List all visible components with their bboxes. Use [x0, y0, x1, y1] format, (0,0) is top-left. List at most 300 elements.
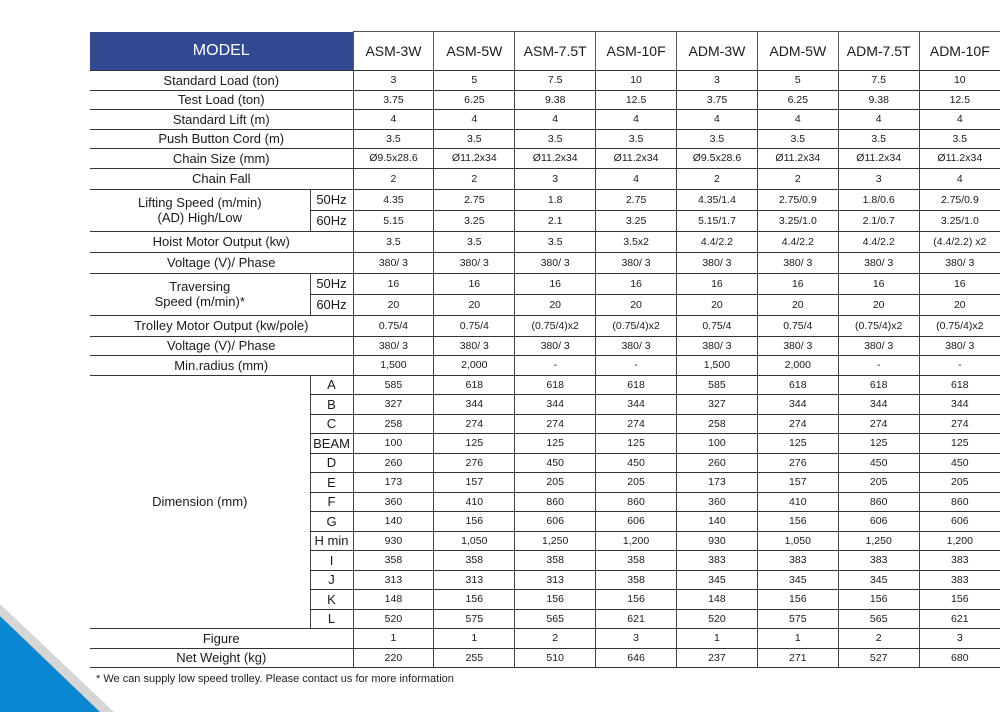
dimension-key: C	[310, 414, 353, 434]
standard-lift-value: 4	[596, 110, 677, 130]
dimension-value: 344	[919, 395, 1000, 415]
dimension-value: 606	[515, 512, 596, 532]
dimension-value: 358	[596, 551, 677, 571]
dimension-value: 618	[838, 375, 919, 395]
dimension-value: 344	[434, 395, 515, 415]
lifting-speed-hz50-value: 2.75	[434, 189, 515, 210]
dimension-value: 157	[434, 473, 515, 493]
dimension-value: 1,200	[919, 531, 1000, 551]
traversing-speed-hz50-value: 16	[838, 273, 919, 294]
dimension-value: 125	[919, 434, 1000, 454]
model-header: MODEL	[90, 32, 353, 71]
lifting-speed-label-line1: Lifting Speed (m/min)	[137, 195, 262, 210]
net-weight-value: 646	[596, 648, 677, 668]
standard-lift-value: 4	[434, 110, 515, 130]
dimension-value: 205	[515, 473, 596, 493]
net-weight-value: 680	[919, 648, 1000, 668]
standard-load-value: 5	[434, 71, 515, 91]
figure-value: 1	[757, 629, 838, 649]
dimension-value: 606	[596, 512, 677, 532]
min-radius-value: -	[919, 356, 1000, 376]
lifting-speed-label-line2: (AD) High/Low	[157, 210, 243, 225]
dimension-value: 383	[757, 551, 838, 571]
trolley-voltage-value: 380/ 3	[515, 336, 596, 356]
hoist-motor-output-value: 3.5	[515, 231, 596, 252]
traversing-speed-hz50-value: 16	[515, 273, 596, 294]
dimension-key: F	[310, 492, 353, 512]
lifting-speed-hz60-value: 3.25/1.0	[757, 210, 838, 231]
min-radius-value: 1,500	[353, 356, 434, 376]
figure-row	[90, 629, 1000, 649]
dimension-value: 125	[838, 434, 919, 454]
dimension-value: 313	[434, 570, 515, 590]
standard-load-value: 3	[677, 71, 758, 91]
chain-size-value: Ø11.2x34	[434, 149, 515, 169]
chain-fall-row	[90, 168, 1000, 189]
dimension-value: 345	[838, 570, 919, 590]
standard-load-value: 7.5	[838, 71, 919, 91]
push-button-cord-value: 3.5	[596, 129, 677, 149]
dimension-value: 860	[838, 492, 919, 512]
traversing-speed-label	[90, 273, 310, 315]
lifting-speed-hz50-value: 1.8/0.6	[838, 189, 919, 210]
test-load-value: 3.75	[353, 90, 434, 110]
net-weight-row	[90, 648, 1000, 668]
dimension-value: 1,050	[434, 531, 515, 551]
lifting-speed-hz50-value: 2.75/0.9	[757, 189, 838, 210]
dimension-value: 860	[919, 492, 1000, 512]
dimension-value: 618	[757, 375, 838, 395]
dimension-value: 274	[919, 414, 1000, 434]
hoist-motor-output-value: 4.4/2.2	[838, 231, 919, 252]
dimension-value: 575	[757, 609, 838, 629]
dimension-value: 618	[515, 375, 596, 395]
standard-lift-value: 4	[919, 110, 1000, 130]
dimension-value: 410	[757, 492, 838, 512]
dimension-value: 358	[434, 551, 515, 571]
standard-lift-value: 4	[515, 110, 596, 130]
lifting-speed-hz50-value: 2.75	[596, 189, 677, 210]
chain-fall-value: 2	[434, 168, 515, 189]
traversing-speed-hz50-value: 16	[353, 273, 434, 294]
dimension-label: Dimension (mm)	[90, 375, 310, 629]
test-load-row	[90, 90, 1000, 110]
dimension-key: A	[310, 375, 353, 395]
standard-lift-row	[90, 110, 1000, 130]
trolley-voltage-label: Voltage (V)/ Phase	[90, 336, 353, 356]
model-column-header: ASM-3W	[353, 32, 434, 71]
dimension-value: 125	[434, 434, 515, 454]
dimension-value: 621	[596, 609, 677, 629]
dimension-value: 1,050	[757, 531, 838, 551]
test-load-value: 6.25	[434, 90, 515, 110]
push-button-cord-row	[90, 129, 1000, 149]
dimension-value: 930	[353, 531, 434, 551]
frequency-label: 50Hz	[310, 273, 353, 294]
hoist-voltage-value: 380/ 3	[353, 252, 434, 273]
standard-load-label: Standard Load (ton)	[90, 71, 353, 91]
chain-fall-value: 4	[596, 168, 677, 189]
figure-value: 3	[919, 629, 1000, 649]
trolley-voltage-value: 380/ 3	[596, 336, 677, 356]
traversing-speed-hz50-value: 16	[919, 273, 1000, 294]
standard-lift-value: 4	[757, 110, 838, 130]
traversing-speed-hz50-value: 16	[757, 273, 838, 294]
traversing-speed-hz50-value: 16	[677, 273, 758, 294]
dimension-key: L	[310, 609, 353, 629]
lifting-speed-hz60-value: 5.15	[353, 210, 434, 231]
net-weight-value: 220	[353, 648, 434, 668]
net-weight-value: 527	[838, 648, 919, 668]
trolley-voltage-value: 380/ 3	[353, 336, 434, 356]
hoist-motor-output-value: 3.5	[434, 231, 515, 252]
trolley-motor-output-value: (0.75/4)x2	[596, 315, 677, 336]
footnote: * We can supply low speed trolley. Please contact us for more information	[96, 673, 454, 685]
hoist-motor-output-value: (4.4/2.2) x2	[919, 231, 1000, 252]
dimension-value: 1,250	[838, 531, 919, 551]
net-weight-value: 510	[515, 648, 596, 668]
dimension-value: 274	[434, 414, 515, 434]
push-button-cord-value: 3.5	[838, 129, 919, 149]
dimension-value: 125	[515, 434, 596, 454]
chain-size-value: Ø11.2x34	[596, 149, 677, 169]
frequency-label: 60Hz	[310, 210, 353, 231]
net-weight-value: 237	[677, 648, 758, 668]
dimension-value: 258	[353, 414, 434, 434]
lifting-speed-hz60-value: 3.25	[434, 210, 515, 231]
dimension-value: 450	[596, 453, 677, 473]
chain-fall-value: 2	[677, 168, 758, 189]
push-button-cord-value: 3.5	[677, 129, 758, 149]
hoist-voltage-value: 380/ 3	[515, 252, 596, 273]
dimension-value: 383	[919, 570, 1000, 590]
traversing-speed-hz60-value: 20	[515, 294, 596, 315]
standard-load-value: 3	[353, 71, 434, 91]
traversing-speed-hz50-row	[90, 273, 1000, 294]
model-column-header: ADM-3W	[677, 32, 758, 71]
dimension-value: 618	[434, 375, 515, 395]
dimension-value: 344	[515, 395, 596, 415]
dimension-value: 860	[515, 492, 596, 512]
dimension-value: 1,250	[515, 531, 596, 551]
hoist-voltage-value: 380/ 3	[434, 252, 515, 273]
trolley-motor-output-value: (0.75/4)x2	[838, 315, 919, 336]
min-radius-value: 1,500	[677, 356, 758, 376]
traversing-speed-hz60-value: 20	[596, 294, 677, 315]
min-radius-label: Min.radius (mm)	[90, 356, 353, 376]
traversing-speed-hz60-value: 20	[757, 294, 838, 315]
traversing-speed-hz60-value: 20	[677, 294, 758, 315]
dimension-value: 1,200	[596, 531, 677, 551]
model-column-header: ASM-5W	[434, 32, 515, 71]
hoist-motor-output-value: 3.5	[353, 231, 434, 252]
standard-load-value: 10	[919, 71, 1000, 91]
trolley-voltage-row	[90, 336, 1000, 356]
push-button-cord-value: 3.5	[515, 129, 596, 149]
dimension-value: 327	[677, 395, 758, 415]
dimension-value: 360	[353, 492, 434, 512]
model-column-header: ASM-7.5T	[515, 32, 596, 71]
chain-size-value: Ø9.5x28.6	[353, 149, 434, 169]
standard-lift-label: Standard Lift (m)	[90, 110, 353, 130]
model-column-header: ADM-5W	[757, 32, 838, 71]
traversing-speed-hz60-value: 20	[434, 294, 515, 315]
dimension-value: 276	[434, 453, 515, 473]
dimension-value: 156	[757, 590, 838, 610]
dimension-value: 205	[838, 473, 919, 493]
push-button-cord-value: 3.5	[919, 129, 1000, 149]
standard-load-value: 7.5	[515, 71, 596, 91]
dimension-value: 156	[515, 590, 596, 610]
traversing-speed-hz60-value: 20	[838, 294, 919, 315]
dimension-value: 520	[353, 609, 434, 629]
dimension-value: 148	[677, 590, 758, 610]
trolley-voltage-value: 380/ 3	[838, 336, 919, 356]
hoist-voltage-label: Voltage (V)/ Phase	[90, 252, 353, 273]
test-load-value: 9.38	[838, 90, 919, 110]
net-weight-label: Net Weight (kg)	[90, 648, 353, 668]
model-column-header: ADM-10F	[919, 32, 1000, 71]
lifting-speed-hz60-value: 3.25/1.0	[919, 210, 1000, 231]
push-button-cord-value: 3.5	[353, 129, 434, 149]
dimension-value: 450	[515, 453, 596, 473]
dimension-value: 148	[353, 590, 434, 610]
dimension-value: 585	[353, 375, 434, 395]
dimension-value: 100	[353, 434, 434, 454]
dimension-value: 173	[677, 473, 758, 493]
chain-size-row	[90, 149, 1000, 169]
dimension-value: 156	[838, 590, 919, 610]
dimension-value: 860	[596, 492, 677, 512]
lifting-speed-label	[90, 189, 310, 231]
push-button-cord-label: Push Button Cord (m)	[90, 129, 353, 149]
dimension-value: 274	[515, 414, 596, 434]
standard-lift-value: 4	[353, 110, 434, 130]
standard-load-row	[90, 71, 1000, 91]
spec-table	[90, 31, 1000, 668]
standard-load-value: 5	[757, 71, 838, 91]
dimension-key: D	[310, 453, 353, 473]
chain-size-value: Ø11.2x34	[515, 149, 596, 169]
traversing-speed-hz60-value: 20	[919, 294, 1000, 315]
lifting-speed-hz50-value: 2.75/0.9	[919, 189, 1000, 210]
lifting-speed-hz60-value: 3.25	[596, 210, 677, 231]
header-row	[90, 32, 1000, 71]
hoist-voltage-value: 380/ 3	[677, 252, 758, 273]
dimension-value: 260	[353, 453, 434, 473]
dimension-value: 450	[838, 453, 919, 473]
hoist-voltage-value: 380/ 3	[757, 252, 838, 273]
test-load-value: 12.5	[596, 90, 677, 110]
dimension-value: 565	[838, 609, 919, 629]
dimension-key: E	[310, 473, 353, 493]
push-button-cord-value: 3.5	[434, 129, 515, 149]
traversing-speed-label-line2: Speed (m/min)*	[154, 294, 245, 309]
hoist-motor-output-value: 3.5x2	[596, 231, 677, 252]
chain-size-value: Ø9.5x28.6	[677, 149, 758, 169]
dimension-value: 930	[677, 531, 758, 551]
frequency-label: 60Hz	[310, 294, 353, 315]
dimension-value: 260	[677, 453, 758, 473]
chain-fall-label: Chain Fall	[90, 168, 353, 189]
dimension-value: 383	[919, 551, 1000, 571]
dimension-value: 274	[757, 414, 838, 434]
hoist-motor-output-row	[90, 231, 1000, 252]
min-radius-row	[90, 356, 1000, 376]
chain-fall-value: 2	[353, 168, 434, 189]
hoist-motor-output-value: 4.4/2.2	[677, 231, 758, 252]
test-load-value: 9.38	[515, 90, 596, 110]
chain-fall-value: 3	[838, 168, 919, 189]
test-load-label: Test Load (ton)	[90, 90, 353, 110]
test-load-value: 3.75	[677, 90, 758, 110]
min-radius-value: -	[838, 356, 919, 376]
traversing-speed-hz60-value: 20	[353, 294, 434, 315]
lifting-speed-hz50-value: 4.35	[353, 189, 434, 210]
trolley-motor-output-value: (0.75/4)x2	[919, 315, 1000, 336]
min-radius-value: -	[596, 356, 677, 376]
lifting-speed-hz60-value: 2.1/0.7	[838, 210, 919, 231]
dimension-row	[90, 375, 1000, 395]
test-load-value: 12.5	[919, 90, 1000, 110]
dimension-value: 258	[677, 414, 758, 434]
dimension-value: 565	[515, 609, 596, 629]
dimension-key: K	[310, 590, 353, 610]
trolley-voltage-value: 380/ 3	[677, 336, 758, 356]
dimension-value: 344	[838, 395, 919, 415]
figure-label: Figure	[90, 629, 353, 649]
dimension-value: 313	[515, 570, 596, 590]
dimension-value: 125	[596, 434, 677, 454]
dimension-value: 173	[353, 473, 434, 493]
standard-load-value: 10	[596, 71, 677, 91]
dimension-value: 621	[919, 609, 1000, 629]
dimension-value: 575	[434, 609, 515, 629]
dimension-value: 156	[757, 512, 838, 532]
dimension-value: 276	[757, 453, 838, 473]
trolley-motor-output-value: 0.75/4	[434, 315, 515, 336]
figure-value: 1	[434, 629, 515, 649]
dimension-value: 125	[757, 434, 838, 454]
figure-value: 3	[596, 629, 677, 649]
trolley-motor-output-label: Trolley Motor Output (kw/pole)	[90, 315, 353, 336]
dimension-key: H min	[310, 531, 353, 551]
trolley-motor-output-value: 0.75/4	[353, 315, 434, 336]
min-radius-value: 2,000	[434, 356, 515, 376]
hoist-motor-output-value: 4.4/2.2	[757, 231, 838, 252]
lifting-speed-hz60-value: 5.15/1.7	[677, 210, 758, 231]
chain-fall-value: 3	[515, 168, 596, 189]
trolley-motor-output-row	[90, 315, 1000, 336]
net-weight-value: 255	[434, 648, 515, 668]
dimension-value: 156	[434, 512, 515, 532]
dimension-value: 618	[919, 375, 1000, 395]
hoist-voltage-value: 380/ 3	[838, 252, 919, 273]
dimension-value: 157	[757, 473, 838, 493]
test-load-value: 6.25	[757, 90, 838, 110]
model-column-header: ADM-7.5T	[838, 32, 919, 71]
dimension-value: 156	[434, 590, 515, 610]
dimension-value: 358	[353, 551, 434, 571]
figure-value: 1	[677, 629, 758, 649]
dimension-value: 327	[353, 395, 434, 415]
frequency-label: 50Hz	[310, 189, 353, 210]
chain-size-value: Ø11.2x34	[838, 149, 919, 169]
dimension-value: 344	[596, 395, 677, 415]
dimension-value: 274	[596, 414, 677, 434]
dimension-value: 410	[434, 492, 515, 512]
figure-value: 2	[515, 629, 596, 649]
push-button-cord-value: 3.5	[757, 129, 838, 149]
chain-size-label: Chain Size (mm)	[90, 149, 353, 169]
dimension-value: 345	[677, 570, 758, 590]
dimension-value: 140	[677, 512, 758, 532]
dimension-value: 618	[596, 375, 677, 395]
figure-value: 1	[353, 629, 434, 649]
dimension-value: 360	[677, 492, 758, 512]
dimension-value: 140	[353, 512, 434, 532]
chain-fall-value: 2	[757, 168, 838, 189]
hoist-voltage-value: 380/ 3	[919, 252, 1000, 273]
trolley-motor-output-value: 0.75/4	[677, 315, 758, 336]
trolley-motor-output-value: 0.75/4	[757, 315, 838, 336]
lifting-speed-hz50-row	[90, 189, 1000, 210]
dimension-key: B	[310, 395, 353, 415]
chain-size-value: Ø11.2x34	[919, 149, 1000, 169]
min-radius-value: -	[515, 356, 596, 376]
model-column-header: ASM-10F	[596, 32, 677, 71]
dimension-key: I	[310, 551, 353, 571]
lifting-speed-hz60-value: 2.1	[515, 210, 596, 231]
figure-value: 2	[838, 629, 919, 649]
dimension-value: 345	[757, 570, 838, 590]
trolley-motor-output-value: (0.75/4)x2	[515, 315, 596, 336]
dimension-value: 156	[596, 590, 677, 610]
dimension-value: 100	[677, 434, 758, 454]
traversing-speed-hz50-value: 16	[434, 273, 515, 294]
dimension-value: 205	[596, 473, 677, 493]
dimension-value: 383	[838, 551, 919, 571]
lifting-speed-hz50-value: 4.35/1.4	[677, 189, 758, 210]
chain-size-value: Ø11.2x34	[757, 149, 838, 169]
chain-fall-value: 4	[919, 168, 1000, 189]
dimension-value: 450	[919, 453, 1000, 473]
dimension-value: 274	[838, 414, 919, 434]
dimension-value: 383	[677, 551, 758, 571]
dimension-value: 358	[596, 570, 677, 590]
lifting-speed-hz50-value: 1.8	[515, 189, 596, 210]
trolley-voltage-value: 380/ 3	[919, 336, 1000, 356]
dimension-key: J	[310, 570, 353, 590]
dimension-value: 358	[515, 551, 596, 571]
dimension-value: 520	[677, 609, 758, 629]
dimension-key: BEAM	[310, 434, 353, 454]
dimension-value: 344	[757, 395, 838, 415]
net-weight-value: 271	[757, 648, 838, 668]
dimension-value: 606	[919, 512, 1000, 532]
traversing-speed-label-line1: Traversing	[169, 279, 231, 294]
traversing-speed-hz50-value: 16	[596, 273, 677, 294]
dimension-key: G	[310, 512, 353, 532]
dimension-value: 156	[919, 590, 1000, 610]
hoist-voltage-value: 380/ 3	[596, 252, 677, 273]
dimension-value: 313	[353, 570, 434, 590]
dimension-value: 585	[677, 375, 758, 395]
hoist-voltage-row	[90, 252, 1000, 273]
dimension-value: 606	[838, 512, 919, 532]
standard-lift-value: 4	[677, 110, 758, 130]
min-radius-value: 2,000	[757, 356, 838, 376]
